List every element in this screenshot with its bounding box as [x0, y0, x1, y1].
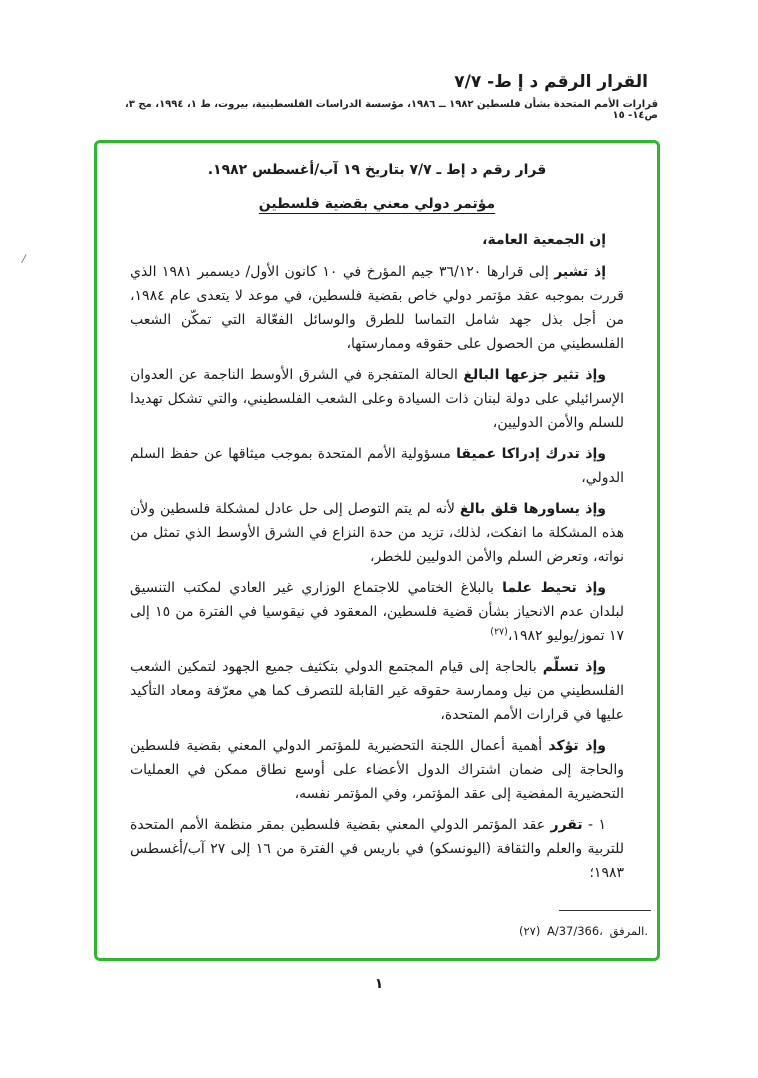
operative-paragraph [130, 813, 624, 885]
page-header [100, 72, 658, 121]
preamble-lead: وإذ تدرك إدراكا عميقا [456, 446, 607, 462]
preamble-text: مسؤولية الأمم المتحدة بموجب ميثاقها عن حفظ السلم الدولي، [130, 446, 624, 486]
preamble-text: أهمية أعمال اللجنة التحضيرية للمؤتمر الدولي المعني بقضية فلسطين والحاجة إلى ضمان اشتراك الدول الأعضاء على أوسع نطاق ممكن في العمليات التحضيرية المفضية إلى عقد المؤتمر، وفي المؤتمر نفسه، [130, 738, 624, 802]
preamble-paragraph [130, 734, 624, 806]
operative-number: ١ - [588, 817, 606, 833]
footnote-separator [559, 910, 651, 911]
preamble-lead: إذ تشير [554, 264, 606, 280]
preamble-text: بالحاجة إلى قيام المجتمع الدولي بتكثيف جميع الجهود لتمكين الشعب الفلسطيني من نيل وممارسة حقوقه غير القابلة للتصرف كما هي معرّفة ومعاد التأكيد عليها في قرارات الأمم المتحدة، [130, 659, 624, 723]
resolution-heading: قرار رقم د إط ـ ٧/٧ بتاريخ ١٩ آب/أغسطس ١٩٨٢. [207, 162, 547, 178]
preamble-text: لأنه لم يتم التوصل إلى حل عادل لمشكلة فلسطين ولأن هذه المشكلة ما انفكت، لذلك، تزيد من حدة النزاع في الشرق الأوسط الذي تمثل من نواته، وتعرض السلم والأمن الدوليين للخطر، [130, 501, 624, 565]
preamble-paragraph [130, 260, 624, 356]
preamble-text: بالبلاغ الختامي للاجتماع الوزاري غير العادي لمكتب التنسيق لبلدان عدم الانحياز بشأن قضية فلسطين، المعقود في نيقوسيا في الفترة من ١٥ إلى ١٧ تموز/يوليو ١٩٨٢، [130, 580, 624, 644]
preamble-paragraph [130, 442, 624, 490]
preamble-text: الحالة المتفجرة في الشرق الأوسط الناجمة عن العدوان الإسرائيلي على دولة لبنان ذات السيادة وعلى الشعب الفلسطيني، والتي تشكل تهديدا للسلم والأمن الدوليين، [130, 367, 624, 431]
footnote-doc-symbol: A/37/366، [546, 924, 603, 938]
source-citation: قرارات الأمم المتحدة بشأن فلسطين ١٩٨٢ ــ ١٩٨٦، مؤسسة الدراسات الفلسطينية، بيروت، ط ١، ١٩٩٤، مج ٣، ص١٤- ١٥ [124, 99, 658, 121]
resolution-subject: مؤتمر دولي معني بقضية فلسطين [258, 196, 496, 212]
preamble-lead: وإذ تثير جزعها البالغ [463, 367, 607, 383]
footnote-marker: (٢٧) [490, 626, 508, 638]
preamble-lead: وإذ تؤكد [548, 738, 606, 754]
preamble-lead: وإذ تسلّم [542, 659, 606, 675]
resolution-subject-line [130, 192, 624, 216]
preamble-text: إلى قرارها ٣٦/١٢٠ جيم المؤرخ في ١٠ كانون الأول/ ديسمبر ١٩٨١ الذي قررت بموجبه عقد مؤتمر دولي خاص بقضية فلسطين، في موعد لا يتعدى عام ١٩٨٤، من أجل بذل جهد شامل التماسا للطرق والوسائل الفعّالة التي تمكّن الشعب الفلسطيني من الحصول على حقوقه وممارستها، [130, 264, 624, 352]
preamble-lead: وإذ يساورها قلق بالغ [459, 501, 606, 517]
resolution-body [130, 158, 624, 898]
preamble-paragraph [130, 576, 624, 648]
operative-lead: تقرر [550, 817, 583, 833]
resolution-title: القرار الرقم د إ ط- ٧/٧ [454, 72, 648, 92]
preamble-paragraph [130, 497, 624, 569]
preamble-paragraph [130, 363, 624, 435]
scan-artifact-mark: / [20, 251, 28, 266]
preamble-lead: وإذ تحيط علما [502, 580, 606, 596]
opening-line: إن الجمعية العامة، [482, 232, 606, 248]
footnote [519, 924, 651, 938]
operative-text: عقد المؤتمر الدولي المعني بقضية فلسطين بمقر منظمة الأمم المتحدة للتربية والعلم والثقافة (اليونسكو) في باريس في الفترة من ١٦ إلى ٢٧ آب/أغسطس ١٩٨٣؛ [130, 817, 624, 881]
footnote-ref: (٢٧) [518, 924, 541, 938]
page-number: ١ [374, 976, 384, 992]
document-frame [94, 140, 660, 961]
footnote-text: المرفق. [609, 924, 648, 938]
preamble-paragraph [130, 655, 624, 727]
